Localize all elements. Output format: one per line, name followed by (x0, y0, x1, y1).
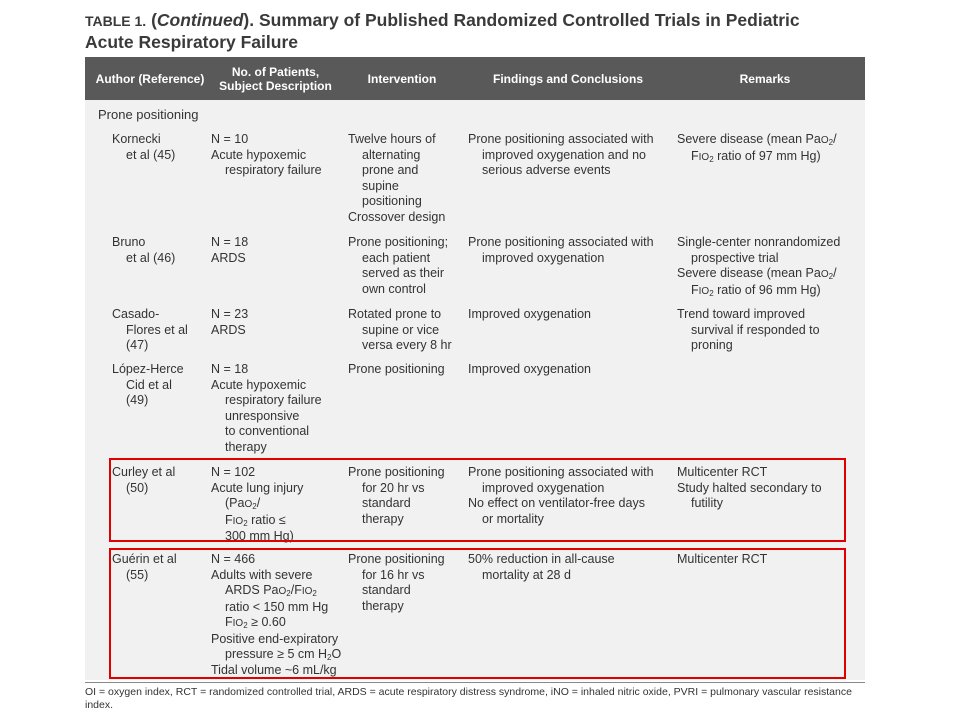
table-row-intervention: Prone positioning (348, 362, 445, 376)
table-row-remarks: Multicenter RCT Study halted secondary to futility (677, 465, 822, 510)
table-row-author: Guérin et al (55) (112, 552, 177, 582)
table-title: TABLE 1. (Continued). Summary of Published Randomized Controlled Trials in Pediatric Acute Respiratory Failure (85, 10, 800, 52)
table-row-author: Casado- Flores et al (47) (112, 307, 188, 352)
header-author: Author (Reference) (95, 71, 205, 86)
table-row-patients: N = 466 Adults with severe ARDS $PaO_2/FIO_2$ ratio < 150 mm Hg $FIO_2 \ge 0.60$ Positive end-expiratory pressure ≥ 5 cm $H_2O$ Tidal volume ~6 mL/kg (211, 552, 342, 677)
table-row-author: Kornecki et al (45) (112, 132, 176, 162)
table-row-findings: Improved oxygenation (468, 307, 591, 321)
table-row-patients: N = 10 Acute hypoxemic respiratory failure (211, 132, 322, 177)
table-row-findings: Prone positioning associated with improved oxygenation and no serious adverse events (468, 132, 654, 177)
table-label: TABLE 1. (85, 13, 147, 29)
table-row-remarks: Multicenter RCT (677, 552, 768, 566)
table-footnote: OI = oxygen index, RCT = randomized controlled trial, ARDS = acute respiratory distress syndrome, iNO = inhaled nitric oxide, PVRI = pulmonary vascular resistance index. (85, 686, 852, 710)
table-row-intervention: Prone positioning for 16 hr vs standard therapy (348, 552, 445, 613)
table-row-remarks: Single-center nonrandomized prospective trial Severe disease (mean PaO$_2$/ $FIO_2$ ratio of 96 mm Hg) (677, 235, 841, 298)
table-row-author: López-Herce Cid et al (49) (112, 362, 184, 407)
table-row-findings: 50% reduction in all-cause mortality at 28 d (468, 552, 615, 582)
footer-divider (85, 682, 865, 683)
table-row-intervention: Rotated prone to supine or vice versa every 8 hr (348, 307, 452, 352)
section-heading: Prone positioning (98, 107, 199, 122)
table-row-patients: N = 23 ARDS (211, 307, 249, 337)
header-remarks: Remarks (739, 71, 791, 86)
table-row-patients: N = 102 Acute lung injury (PaO$_2$/ $FIO_2$ ratio ≤ 300 mm Hg) (211, 465, 304, 543)
table-row-author: Bruno et al (46) (112, 235, 176, 265)
continued-label: Continued (156, 10, 244, 30)
header-findings: Findings and Conclusions (493, 71, 643, 86)
table-row-remarks: Severe disease (mean PaO$_2$/ $FIO_2$ ratio of 97 mm Hg) (677, 132, 837, 164)
header-patients: No. of Patients, Subject Description (219, 64, 332, 93)
title-text-line2: Acute Respiratory Failure (85, 32, 298, 52)
header-intervention: Intervention (367, 71, 437, 86)
table-row-author: Curley et al (50) (112, 465, 176, 495)
table-row-findings: Prone positioning associated with improved oxygenation (468, 235, 654, 265)
table-row-remarks: Trend toward improved survival if responded to proning (677, 307, 820, 352)
table-row-findings: Prone positioning associated with improved oxygenation No effect on ventilator-free days or mortality (468, 465, 654, 526)
table-row-patients: N = 18 Acute hypoxemic respiratory failure unresponsive to conventional therapy (211, 362, 322, 454)
title-text-line1: Summary of Published Randomized Controlled Trials in Pediatric (259, 10, 800, 30)
table-row-patients: N = 18 ARDS (211, 235, 249, 265)
table-row-findings: Improved oxygenation (468, 362, 591, 376)
table-row-intervention: Prone positioning; each patient served as their own control (348, 235, 449, 296)
table-row-intervention: Prone positioning for 20 hr vs standard therapy (348, 465, 445, 526)
table-header (85, 57, 865, 100)
highlight-box-curley (109, 458, 846, 542)
table-row-intervention: Twelve hours of alternating prone and supine positioning Crossover design (348, 132, 446, 224)
highlight-box-guerin (109, 548, 846, 679)
